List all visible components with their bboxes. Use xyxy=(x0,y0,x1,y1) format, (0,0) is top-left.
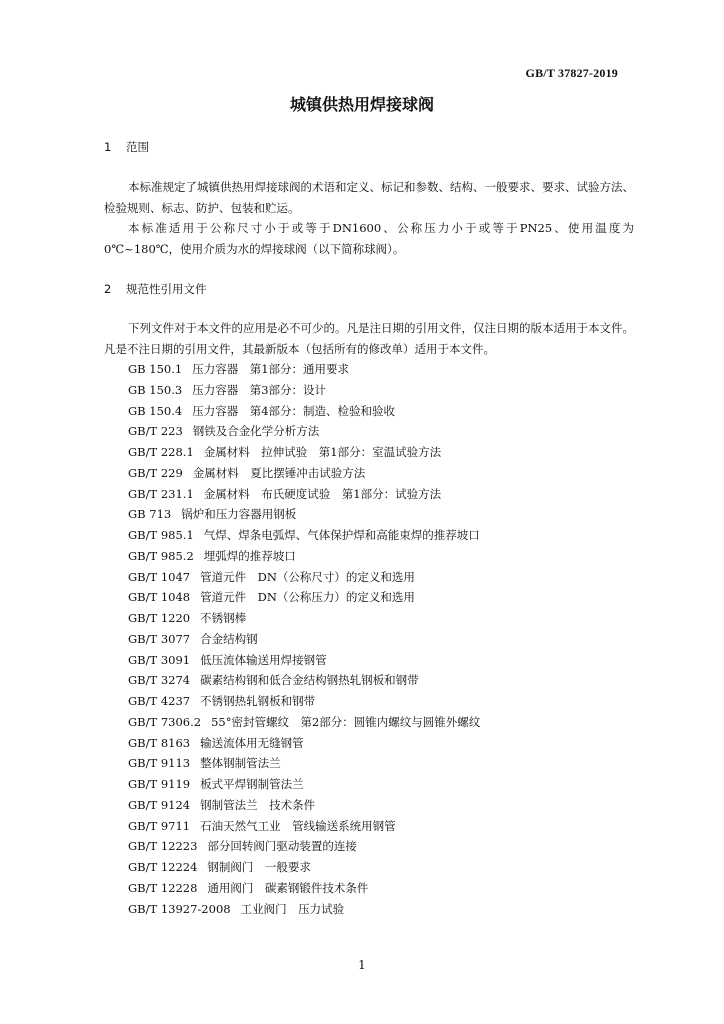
reference-title: 合金结构钢 xyxy=(200,631,258,646)
reference-code: GB 713 xyxy=(128,507,172,522)
reference-item xyxy=(128,691,480,712)
reference-title: 板式平焊钢制管法兰 xyxy=(200,777,304,791)
reference-item xyxy=(128,816,480,837)
reference-title: 埋弧焊的推荐坡口 xyxy=(203,548,296,563)
reference-title: 金属材料 布氏硬度试验 第1部分：试验方法 xyxy=(203,486,442,501)
reference-code: GB/T 1047 xyxy=(128,569,191,584)
reference-title: 锅炉和压力容器用钢板 xyxy=(181,507,297,522)
page-number: 1 xyxy=(358,958,366,972)
reference-title: 管道元件 DN（公称压力）的定义和选用 xyxy=(200,590,415,605)
reference-title: 工业阀门 压力试验 xyxy=(240,901,345,916)
reference-code: GB/T 223 xyxy=(128,424,183,439)
reference-item xyxy=(128,421,480,442)
reference-item xyxy=(128,712,480,733)
reference-code: GB/T 231.1 xyxy=(128,486,194,501)
reference-code: GB/T 12223 xyxy=(128,839,198,854)
reference-item xyxy=(128,670,480,691)
reference-item xyxy=(128,836,480,857)
section-2-title: 规范性引用文件 xyxy=(126,282,207,296)
section-1-number: 1 xyxy=(104,140,112,154)
document-title: 城镇供热用焊接球阀 xyxy=(289,95,434,114)
reference-item xyxy=(128,567,480,588)
reference-title: 碳素结构钢和低合金结构钢热轧钢板和钢带 xyxy=(200,673,419,688)
reference-code: GB/T 12224 xyxy=(128,860,198,874)
reference-code: GB/T 4237 xyxy=(128,694,191,708)
reference-title: 钢制管法兰 技术条件 xyxy=(200,797,316,812)
reference-item xyxy=(128,899,480,920)
reference-title: 不锈钢热轧钢板和钢带 xyxy=(200,694,316,708)
reference-title: 管道元件 DN（公称尺寸）的定义和选用 xyxy=(200,569,415,584)
reference-title: 低压流体输送用焊接钢管 xyxy=(200,652,327,667)
reference-title: 通用阀门 碳素钢锻件技术条件 xyxy=(207,880,369,895)
reference-code: GB/T 1220 xyxy=(128,611,191,625)
reference-title: 压力容器 第3部分：设计 xyxy=(192,382,327,397)
reference-title: 钢铁及合金化学分析方法 xyxy=(192,424,320,439)
reference-item xyxy=(128,484,480,505)
section-2-heading xyxy=(104,281,207,297)
reference-title: 石油天然气工业 管线输送系统用钢管 xyxy=(200,818,396,833)
reference-code: GB/T 8163 xyxy=(128,735,191,750)
reference-code: GB/T 9113 xyxy=(128,756,191,771)
reference-code: GB/T 9119 xyxy=(128,777,191,791)
reference-code: GB/T 12228 xyxy=(128,880,198,895)
reference-item xyxy=(128,795,480,816)
reference-item xyxy=(128,359,480,380)
reference-item xyxy=(128,878,480,899)
reference-item xyxy=(128,442,480,463)
section-1-paragraph-1: 本标准规定了城镇供热用焊接球阀的术语和定义、标记和参数、结构、一般要求、要求、试验方法、检验规则、标志、防护、包装和贮运。 xyxy=(104,180,634,215)
reference-item xyxy=(128,380,480,401)
reference-code: GB 150.3 xyxy=(128,382,183,397)
reference-item xyxy=(128,733,480,754)
reference-code: GB 150.1 xyxy=(128,362,183,376)
standard-code: GB/T 37827-2019 xyxy=(525,66,618,80)
section-2-number: 2 xyxy=(104,282,112,296)
reference-item xyxy=(128,857,480,878)
reference-item xyxy=(128,608,480,629)
reference-code: GB/T 228.1 xyxy=(128,445,194,459)
reference-code: GB/T 985.2 xyxy=(128,548,194,563)
reference-item xyxy=(128,504,480,525)
reference-code: GB/T 13927-2008 xyxy=(128,901,231,916)
reference-item xyxy=(128,587,480,608)
reference-title: 气焊、焊条电弧焊、气体保护焊和高能束焊的推荐坡口 xyxy=(203,528,480,542)
reference-item xyxy=(128,546,480,567)
reference-code: GB/T 9711 xyxy=(128,818,191,833)
reference-item xyxy=(128,463,480,484)
reference-code: GB/T 985.1 xyxy=(128,528,194,542)
reference-code: GB/T 3274 xyxy=(128,673,191,688)
reference-code: GB/T 9124 xyxy=(128,797,191,812)
reference-item xyxy=(128,650,480,671)
reference-title: 压力容器 第4部分：制造、检验和验收 xyxy=(192,403,396,418)
reference-code: GB/T 229 xyxy=(128,465,183,480)
reference-title: 钢制阀门 一般要求 xyxy=(207,860,311,874)
reference-title: 压力容器 第1部分：通用要求 xyxy=(192,362,350,376)
reference-item xyxy=(128,401,480,422)
reference-code: GB/T 1048 xyxy=(128,590,191,605)
reference-title: 55°密封管螺纹 第2部分：圆锥内螺纹与圆锥外螺纹 xyxy=(211,714,481,729)
reference-item xyxy=(128,774,480,795)
reference-code: GB/T 3091 xyxy=(128,652,191,667)
reference-code: GB 150.4 xyxy=(128,403,183,418)
reference-title: 整体钢制管法兰 xyxy=(200,756,281,771)
section-2-intro: 下列文件对于本文件的应用是必不可少的。凡是注日期的引用文件，仅注日期的版本适用于本文件。凡是不注日期的引用文件，其最新版本（包括所有的修改单）适用于本文件。 xyxy=(104,321,634,356)
reference-item xyxy=(128,753,480,774)
reference-title: 部分回转阀门驱动装置的连接 xyxy=(207,839,357,854)
section-1-paragraph-2: 本标准适用于公称尺寸小于或等于DN1600、公称压力小于或等于PN25、使用温度为0℃~180℃，使用介质为水的焊接球阀（以下简称球阀）。 xyxy=(104,221,634,256)
reference-code: GB/T 7306.2 xyxy=(128,714,202,729)
section-1-heading xyxy=(104,139,149,155)
reference-item xyxy=(128,629,480,650)
reference-list xyxy=(128,359,480,919)
reference-title: 金属材料 拉伸试验 第1部分：室温试验方法 xyxy=(203,445,442,459)
section-1-title: 范围 xyxy=(126,140,149,154)
reference-title: 输送流体用无缝钢管 xyxy=(200,735,304,750)
reference-title: 金属材料 夏比摆锤冲击试验方法 xyxy=(192,465,366,480)
reference-code: GB/T 3077 xyxy=(128,631,191,646)
reference-item xyxy=(128,525,480,546)
reference-title: 不锈钢棒 xyxy=(200,611,247,625)
